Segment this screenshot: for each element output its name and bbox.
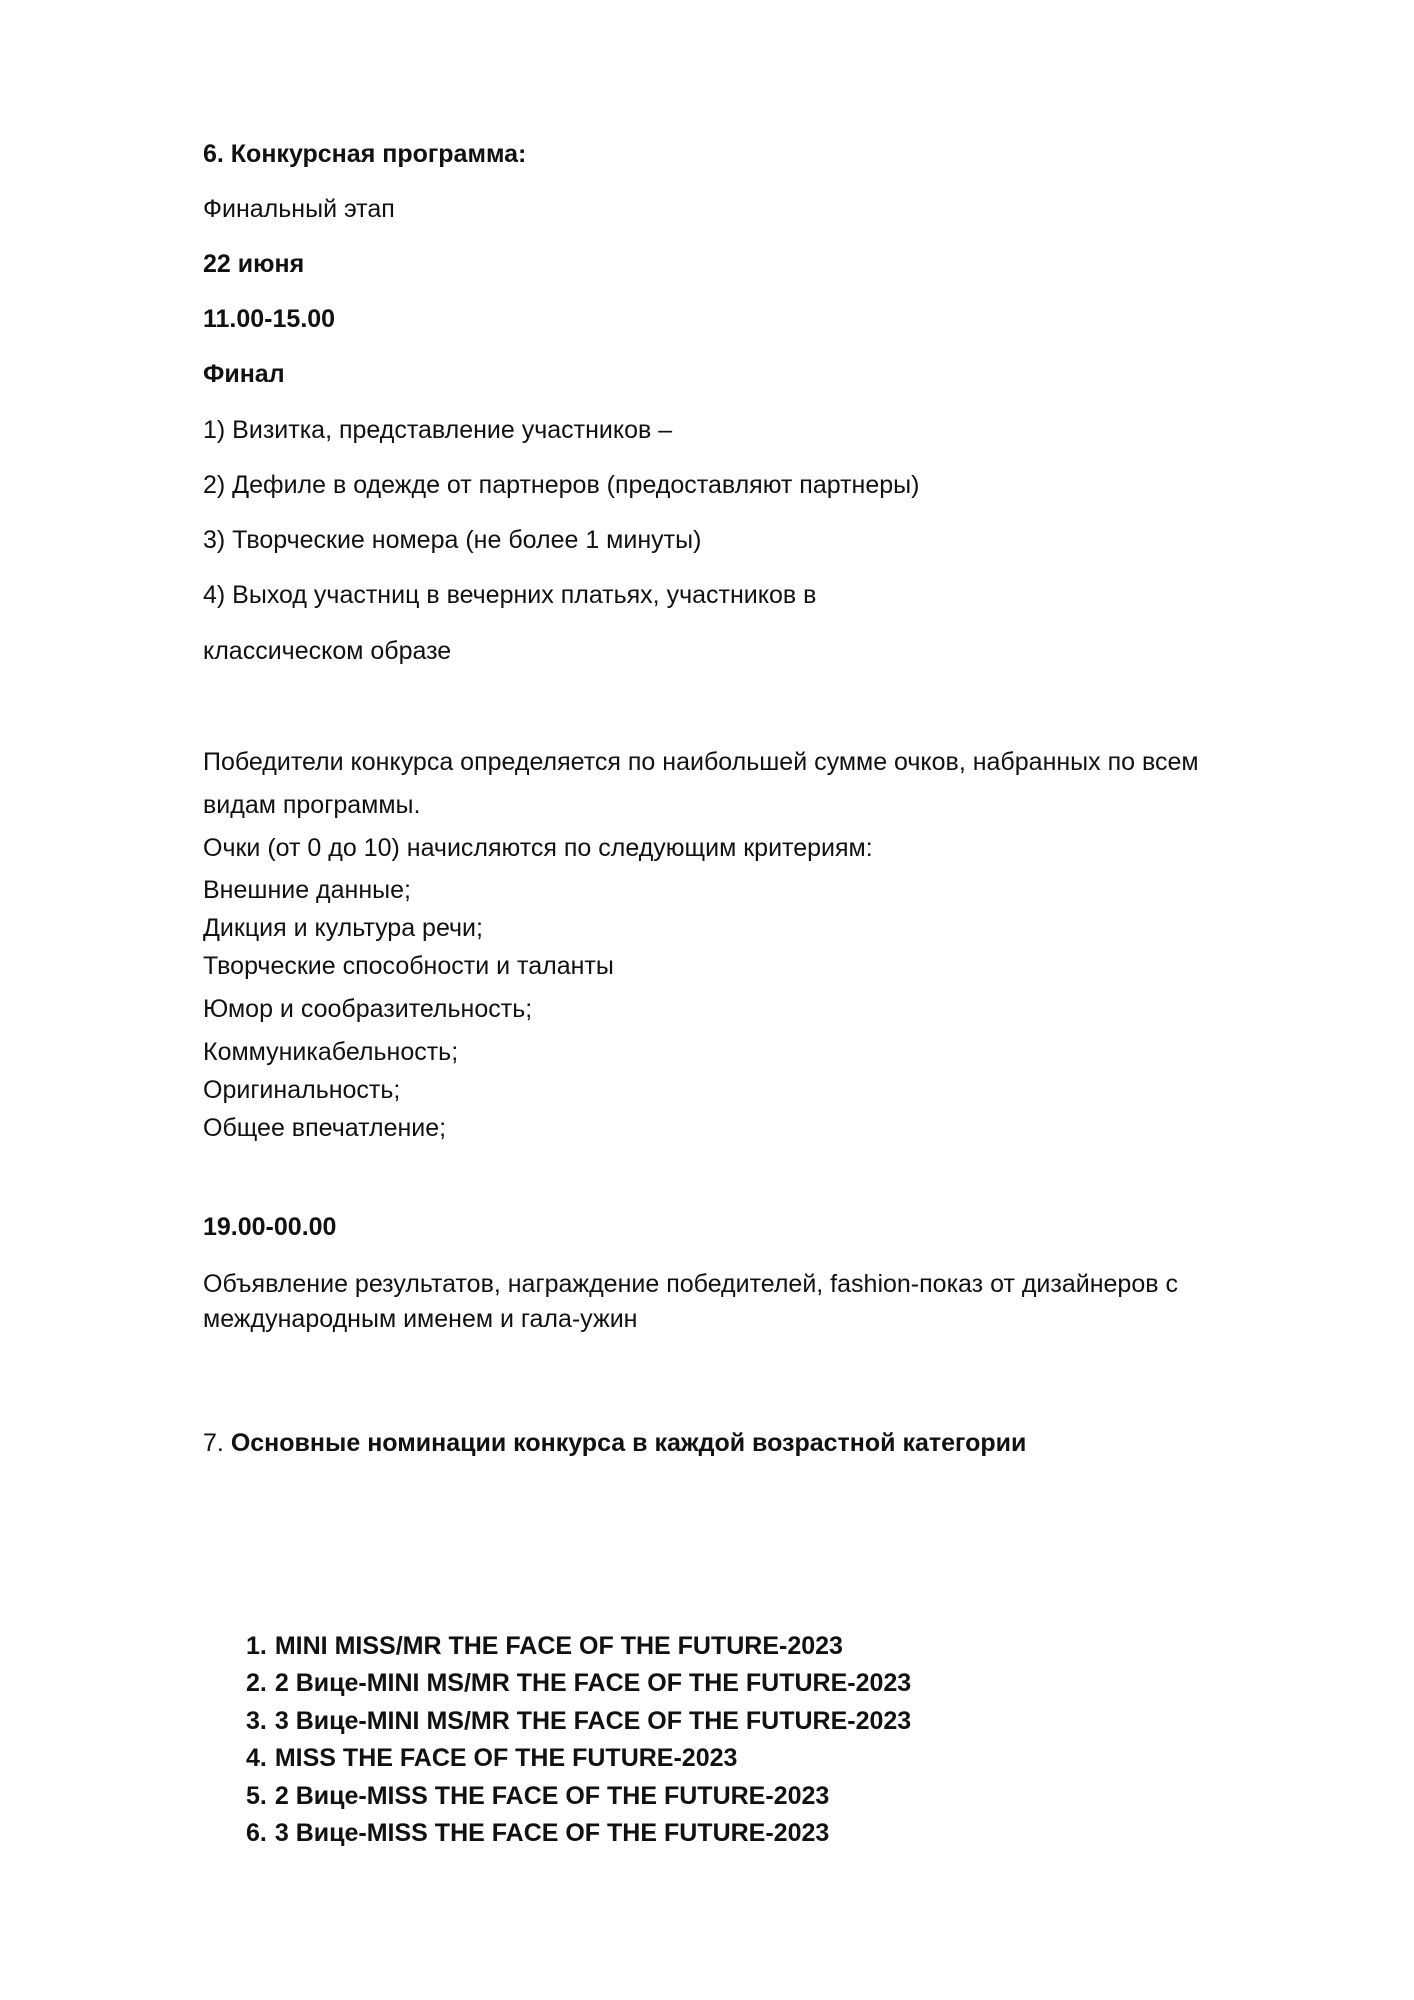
program-item: 2) Дефиле в одежде от партнеров (предоставляют партнеры) [203, 471, 920, 499]
nomination-number: 2. [246, 1669, 267, 1697]
nomination-item [246, 1818, 829, 1848]
nomination-item [246, 1668, 911, 1698]
stage-label: Финальный этап [203, 195, 395, 223]
section-7-heading [203, 1428, 1026, 1458]
criterion-item: Творческие способности и таланты [203, 952, 614, 980]
nomination-text: MISS THE FACE OF THE FUTURE-2023 [274, 1744, 738, 1772]
time-label: 11.00-15.00 [203, 305, 336, 333]
winners-text: Победители конкурса определяется по наибольшей сумме очков, набранных по всем [203, 748, 1199, 776]
section-7-title: Основные номинации конкурса в каждой возрастной категории [230, 1429, 1027, 1457]
criterion-item: Дикция и культура речи; [203, 914, 483, 942]
nomination-item [246, 1631, 843, 1661]
nomination-text: 3 Вице-MISS THE FACE OF THE FUTURE-2023 [274, 1819, 830, 1847]
nomination-text: MINI MISS/MR THE FACE OF THE FUTURE-2023 [274, 1632, 843, 1660]
section-6-heading: 6. Конкурсная программа: [203, 140, 527, 168]
evening-text: Объявление результатов, награждение победителей, fashion-показ от дизайнеров с [203, 1270, 1178, 1298]
nomination-item [246, 1781, 829, 1811]
section-7-number: 7. [203, 1429, 224, 1457]
criterion-item: Общее впечатление; [203, 1114, 447, 1142]
program-item: 4) Выход участниц в вечерних платьях, участников в [203, 581, 817, 609]
nomination-number: 4. [246, 1744, 267, 1772]
winners-text-cont: видам программы. [203, 791, 421, 819]
criterion-item: Юмор и сообразительность; [203, 995, 533, 1023]
points-intro: Очки (от 0 до 10) начисляются по следующим критериям: [203, 834, 873, 862]
nomination-text: 2 Вице-MINI MS/MR THE FACE OF THE FUTURE-2023 [274, 1669, 912, 1697]
final-label: Финал [203, 360, 285, 388]
evening-text-cont: международным именем и гала-ужин [203, 1305, 638, 1333]
nomination-number: 5. [246, 1782, 267, 1810]
criterion-item: Оригинальность; [203, 1076, 401, 1104]
program-item: 3) Творческие номера (не более 1 минуты) [203, 526, 702, 554]
date-label: 22 июня [203, 250, 305, 278]
program-item: 1) Визитка, представление участников – [203, 416, 673, 444]
nomination-item [246, 1706, 911, 1736]
criterion-item: Коммуникабельность; [203, 1038, 459, 1066]
nomination-number: 3. [246, 1707, 267, 1735]
criterion-item: Внешние данные; [203, 876, 411, 904]
nomination-number: 1. [246, 1632, 267, 1660]
program-item: классическом образе [203, 637, 452, 665]
nomination-number: 6. [246, 1819, 267, 1847]
nomination-text: 3 Вице-MINI MS/MR THE FACE OF THE FUTURE-2023 [274, 1707, 912, 1735]
nomination-item [246, 1743, 737, 1773]
evening-time-label: 19.00-00.00 [203, 1213, 337, 1241]
nomination-text: 2 Вице-MISS THE FACE OF THE FUTURE-2023 [274, 1782, 830, 1810]
